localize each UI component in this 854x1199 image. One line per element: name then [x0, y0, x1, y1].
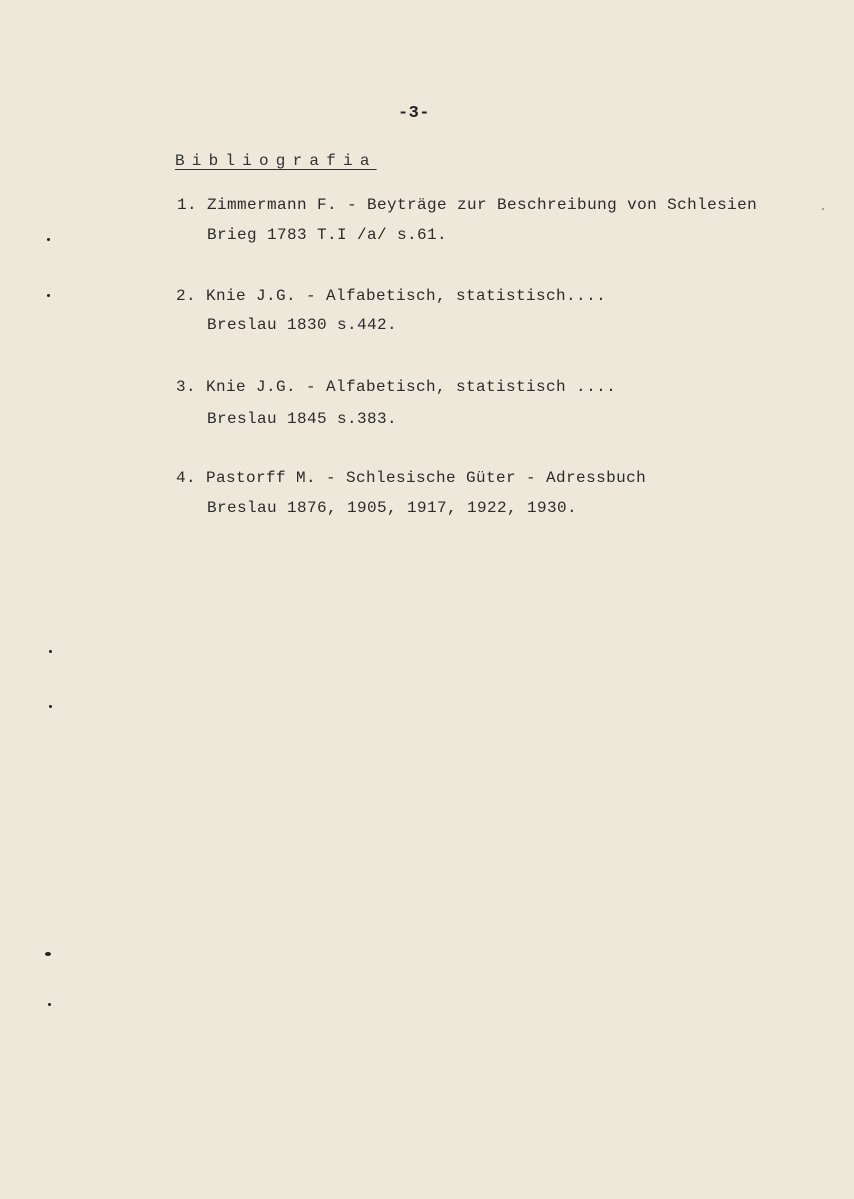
entry-3-line-1: 3. Knie J.G. - Alfabetisch, statistisch ....: [176, 378, 617, 396]
entry-1-line-1: 1. Zimmermann F. - Beyträge zur Beschreibung von Schlesien: [177, 196, 758, 214]
entry-2-line-1: 2. Knie J.G. - Alfabetisch, statistisch....: [176, 287, 607, 305]
scan-speck: [47, 238, 50, 241]
page-number: -3-: [398, 104, 430, 123]
scan-speck: [48, 1003, 51, 1006]
scan-speck: [47, 294, 50, 297]
entry-2-line-2: Breslau 1830 s.442.: [207, 316, 398, 334]
entry-3-line-2: Breslau 1845 s.383.: [207, 410, 398, 428]
scan-speck: [45, 952, 51, 956]
scan-speck: [49, 650, 52, 653]
entry-4-line-1: 4. Pastorff M. - Schlesische Güter - Adressbuch: [176, 469, 647, 487]
bibliography-heading: Bibliografia: [175, 152, 377, 170]
scan-speck: [822, 208, 824, 210]
entry-4-line-2: Breslau 1876, 1905, 1917, 1922, 1930.: [207, 499, 578, 517]
scan-speck: [49, 705, 52, 708]
entry-1-line-2: Brieg 1783 T.I /a/ s.61.: [207, 226, 448, 244]
